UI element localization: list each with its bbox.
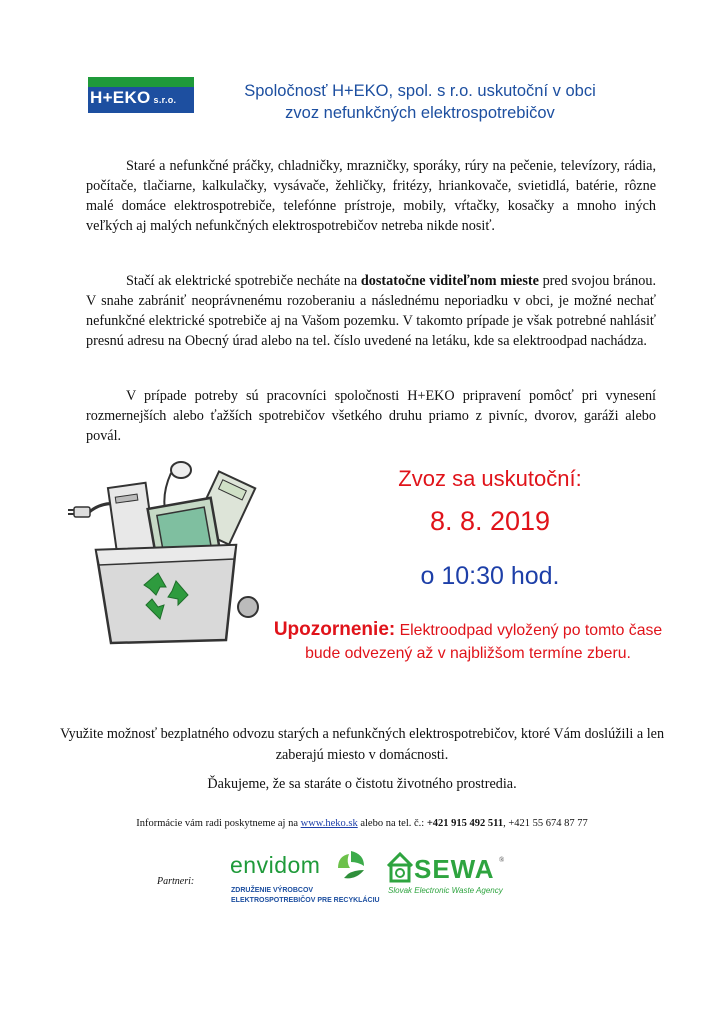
pickup-heading: Zvoz sa uskutoční: [398, 466, 582, 491]
warning-text: Elektroodpad vyložený po tomto čase bude odvezený až v najbližšom termíne zberu. [305, 622, 663, 662]
warning-colon: : [388, 619, 396, 640]
contact-prefix: Informácie vám radi poskytneme aj na [136, 818, 301, 829]
warning-label: Upozornenie [273, 619, 389, 640]
phone-separator: , [503, 818, 509, 829]
pickup-time: o 10:30 hod. [420, 562, 560, 590]
contact-middle: alebo na tel. č.: [357, 818, 427, 829]
logo-text [90, 88, 176, 108]
title-line-1: Spoločnosť H+EKO, spol. s r.o. uskutoční v obci [244, 82, 596, 100]
logo-name: H+EKO [90, 88, 151, 107]
sewa-name: SEWA [414, 854, 495, 884]
title-line-2: zvoz nefunkčných elektrospotrebičov [285, 104, 555, 122]
phone-primary: +421 915 492 511 [426, 818, 504, 829]
paragraph-appliances [86, 156, 656, 236]
closing-offer: Využite možnosť bezplatného odvozu starých a nefunkčných elektrospotrebičov, ktoré Vám doslúžili a len zaberajú miesto v domácnosti. [59, 726, 665, 763]
website-link[interactable]: www.heko.sk [300, 818, 358, 829]
phone-secondary: +421 55 674 87 77 [508, 818, 588, 829]
partners-label: Partneri: [157, 876, 195, 887]
envidom-name: envidom [230, 852, 321, 878]
envidom-subtitle-line-1: ZDRUŽENIE VÝROBCOV [231, 887, 314, 894]
page-title [200, 80, 640, 124]
paragraph-appliances-text: Staré a nefunkčné práčky, chladničky, mrazničky, sporáky, rúry na pečenie, televízory, rádia, počítače, tlačiarne, kalkulačky, vysávače, žehličky, fritézy, hriankovače, svietidlá, batérie, rôzne malé domáce elektrospotrebiče, telefónne prístroje, mobily, vŕtačky, kosačky a mnoho iných veľkých aj malých nefunkčných elektrospotrebičov netreba nikde nosiť. [86, 158, 656, 234]
sewa-registered-mark: ® [499, 856, 505, 864]
closing-thanks: Ďakujeme, že sa staráte o čistotu životného prostredia. [207, 776, 517, 792]
sewa-subtitle: Slovak Electronic Waste Agency [388, 886, 503, 895]
logo-suffix: s.r.o. [153, 95, 177, 105]
heko-logo [88, 77, 194, 113]
paragraph-placement-after: pred svojou bránou. V snahe zabrániť neoprávnenému rozoberaniu a následnému neporiadku v obci, je možné nechať nefunkčné elektrické spotrebiče aj na Vašom pozemku. V takomto prípade je však potrebné nahlásiť presnú adresu na Obecný úrad alebo na tel. číslo uvedené na letáku, kde sa elektroodpad nachádza. [86, 273, 656, 349]
paragraph-assistance-text: V prípade potreby sú pracovníci spoločnosti H+EKO pripravení pomôcť pri vynesení rozmernejších alebo ťažších spotrebičov všetkého druhu priamo z pivníc, dvorov, garáži alebo povál. [86, 388, 656, 444]
paragraph-placement-bold: dostatočne viditeľnom mieste [360, 273, 539, 289]
envidom-subtitle [231, 886, 380, 906]
pickup-date: 8. 8. 2019 [429, 506, 551, 536]
envidom-logo [228, 848, 380, 910]
paragraph-assistance [86, 386, 656, 446]
paragraph-placement-before: Stačí ak elektrické spotrebiče necháte na [126, 273, 361, 289]
sewa-house-icon [386, 852, 414, 884]
logo-green-stripe [88, 77, 194, 87]
sewa-logo [386, 850, 506, 902]
recycling-bin-illustration [66, 455, 266, 645]
contact-info [40, 818, 684, 829]
envidom-leaf-icon [334, 848, 368, 882]
paragraph-placement [86, 271, 656, 351]
envidom-subtitle-line-2: ELEKTROSPOTREBIČOV PRE RECYKLÁCIU [231, 897, 380, 904]
warning-notice [266, 618, 670, 665]
